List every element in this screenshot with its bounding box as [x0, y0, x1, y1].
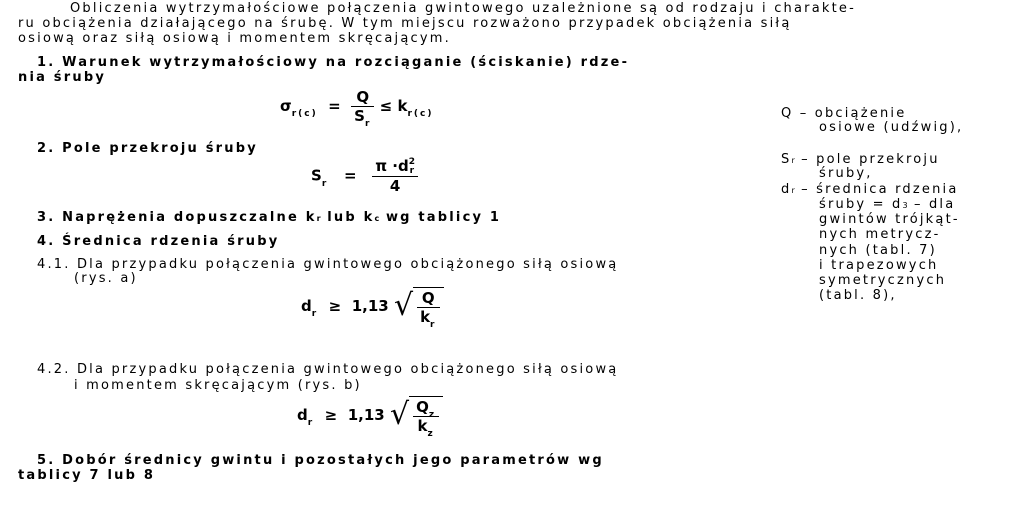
- f1-denominator: $S_r$: [354, 107, 372, 129]
- section-5-title-cont: tablicy 7 lub 8: [18, 468, 156, 483]
- f4-d-sub: r: [307, 418, 315, 428]
- f1-rhs-sub: r(c): [407, 109, 434, 119]
- f3-sqrt: √ $\frac{Q}{k_r}$: [394, 287, 444, 326]
- section-2-heading: [37, 141, 258, 156]
- f3-fraction: [417, 289, 439, 330]
- f1-fraction: [351, 88, 374, 129]
- f2-numerator: π ·d 2 r: [372, 157, 418, 177]
- f3-d: d: [301, 297, 312, 315]
- f4-numerator: $Q_z$: [413, 398, 439, 417]
- f2-s: S: [311, 166, 322, 185]
- section-5-number: 5.: [37, 453, 56, 468]
- legend-q-cont: osiowe (udźwig),: [819, 120, 964, 135]
- f4-coef: 1,13: [347, 406, 385, 424]
- f2-fraction: [372, 157, 418, 195]
- intro-line-2: ru obciążenia działającego na śrubę. W tym miejscu rozważono przypadek obciążenia siłą: [18, 16, 792, 31]
- legend-d-line-4: nych metrycz-: [819, 227, 941, 242]
- section-4-2-line-1: 4.2. Dla przypadku połączenia gwintowego obciążonego siłą osiową: [37, 362, 619, 377]
- intro-line-3: osiową oraz siłą osiową i momentem skręcającym.: [18, 31, 451, 46]
- f1-relation: ≤ k: [379, 97, 408, 115]
- section-3-title: Naprężenia dopuszczalne kr lub kc wg tablicy 1: [62, 210, 502, 225]
- section-4-1-number: 4.1.: [37, 257, 71, 272]
- intro-line-1: Obliczenia wytrzymałościowe połączenia gwintowego uzależnione są od rodzaju i charakte-: [70, 1, 856, 16]
- formula-diameter-axial: [301, 287, 444, 330]
- f1-numerator: Q: [351, 88, 374, 107]
- f1-sigma-sub: r(c): [291, 109, 318, 119]
- legend-q: Q – obciążenie: [781, 106, 907, 121]
- section-4-2-line-2: i momentem skręcającym (rys. b): [74, 378, 362, 393]
- legend-d-line-2: śruby = d3 – dla: [819, 197, 956, 212]
- legend-d-line-3: gwintów trójkąt-: [819, 212, 960, 227]
- f3-geq: ≥: [328, 297, 342, 315]
- f4-denominator: $k_z$: [417, 417, 435, 439]
- section-1-number: 1.: [37, 55, 56, 70]
- f4-d: d: [297, 406, 308, 424]
- section-3-number: 3.: [37, 210, 56, 225]
- section-4-title: Średnica rdzenia śruby: [62, 234, 280, 249]
- f2-equals: =: [343, 166, 357, 185]
- formula-stress: [280, 88, 434, 129]
- section-5-title: Dobór średnicy gwintu i pozostałych jego parametrów wg: [62, 453, 604, 468]
- f3-coef: 1,13: [351, 297, 389, 315]
- f4-geq: ≥: [324, 406, 338, 424]
- formula-diameter-torque: [297, 396, 443, 439]
- f4-sqrt: √ $\frac{Q_z}{k_z}$: [390, 396, 443, 435]
- legend-d: dr – średnica rdzenia: [781, 182, 959, 197]
- section-4-2-number: 4.2.: [37, 362, 71, 377]
- legend-d-line-8: (tabl. 8),: [819, 288, 897, 303]
- section-2-number: 2.: [37, 141, 56, 156]
- section-4-1-line-2: (rys. a): [74, 271, 138, 286]
- section-2-title: Pole przekroju śruby: [62, 141, 258, 156]
- f1-sigma: σ: [280, 97, 292, 115]
- section-4-number: 4.: [37, 234, 56, 249]
- f2-denominator: 4: [389, 177, 401, 195]
- section-1-title-cont: nia śruby: [18, 70, 106, 85]
- f3-numerator: Q: [417, 289, 439, 308]
- section-4-heading: [37, 234, 279, 249]
- section-3-heading: [37, 210, 501, 226]
- legend-s-cont: śruby,: [819, 166, 873, 181]
- f1-equals: =: [328, 97, 341, 115]
- section-5-heading: [37, 453, 604, 468]
- legend-s: Sr – pole przekroju: [781, 152, 940, 167]
- f3-d-sub: r: [311, 309, 319, 319]
- f2-s-sub: r: [321, 178, 329, 189]
- f4-fraction: [413, 398, 439, 439]
- legend-d-line-6: i trapezowych: [819, 258, 939, 273]
- legend-d-line-7: symetrycznych: [819, 273, 947, 288]
- legend-d-line-5: nych (tabl. 7): [819, 243, 937, 258]
- section-1-title: Warunek wytrzymałościowy na rozciąganie (ściskanie) rdze-: [62, 55, 630, 70]
- formula-area: [311, 157, 418, 195]
- section-1-heading: [37, 55, 629, 70]
- section-4-1-line-1: 4.1. Dla przypadku połączenia gwintowego obciążonego siłą osiową: [37, 257, 619, 272]
- f3-denominator: $k_r$: [420, 308, 437, 330]
